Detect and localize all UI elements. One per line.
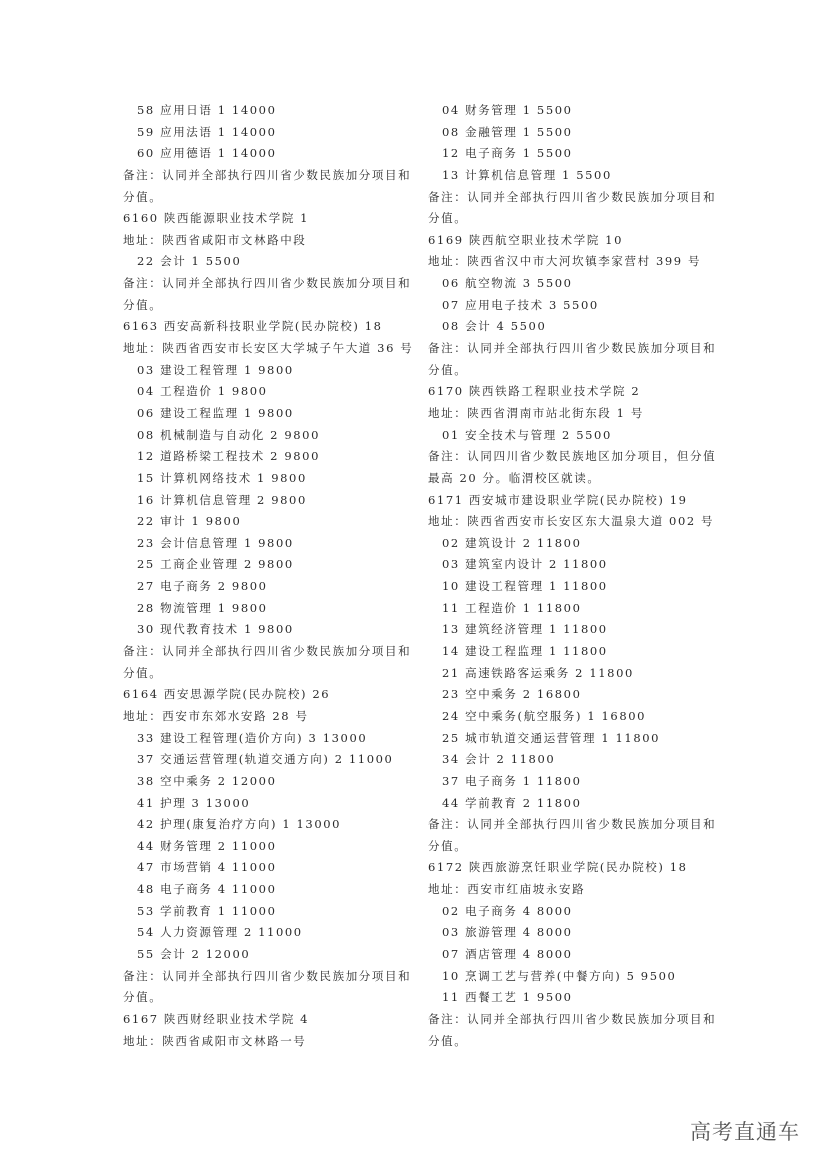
- watermark-logo: 高考直通车: [690, 1120, 800, 1144]
- program-line: 13 计算机信息管理 1 5500: [442, 167, 612, 182]
- program-line: 34 会计 2 11800: [442, 752, 556, 767]
- school-heading: 6172 陕西旅游烹饪职业学院(民办院校) 18: [428, 860, 688, 875]
- text-continuation: 分值。: [428, 362, 468, 377]
- program-line: 03 建筑室内设计 2 11800: [442, 557, 608, 572]
- program-line: 42 护理(康复治疗方向) 1 13000: [137, 817, 342, 832]
- program-line: 60 应用德语 1 14000: [137, 146, 277, 161]
- text-continuation: 分值。: [428, 1033, 468, 1048]
- program-line: 22 会计 1 5500: [137, 254, 242, 269]
- program-line: 25 城市轨道交通运营管理 1 11800: [442, 730, 661, 745]
- program-line: 12 电子商务 1 5500: [442, 146, 573, 161]
- program-line: 10 烹调工艺与营养(中餐方向) 5 9500: [442, 968, 677, 983]
- school-heading: 6169 陕西航空职业技术学院 10: [428, 232, 624, 247]
- text-continuation: 分值。: [123, 189, 163, 204]
- remark-line: 备注：认同并全部执行四川省少数民族加分项目和: [123, 276, 412, 291]
- address-line: 地址：陕西省渭南市站北街东段 1 号: [428, 405, 644, 420]
- address-line: 地址：陕西省咸阳市文林路一号: [123, 1033, 307, 1048]
- remark-line: 备注：认同并全部执行四川省少数民族加分项目和: [428, 817, 717, 832]
- program-line: 48 电子商务 4 11000: [137, 882, 277, 897]
- program-line: 02 建筑设计 2 11800: [442, 535, 582, 550]
- program-line: 54 人力资源管理 2 11000: [137, 925, 303, 940]
- program-line: 10 建设工程管理 1 11800: [442, 579, 608, 594]
- remark-line: 备注：认同并全部执行四川省少数民族加分项目和: [123, 644, 412, 659]
- program-line: 08 会计 4 5500: [442, 319, 547, 334]
- program-line: 11 西餐工艺 1 9500: [442, 990, 573, 1005]
- program-line: 44 财务管理 2 11000: [137, 838, 277, 853]
- program-line: 13 建筑经济管理 1 11800: [442, 622, 608, 637]
- text-continuation: 最高 20 分。临渭校区就读。: [428, 470, 601, 485]
- program-line: 37 电子商务 1 11800: [442, 773, 582, 788]
- program-line: 04 工程造价 1 9800: [137, 384, 268, 399]
- program-line: 14 建设工程监理 1 11800: [442, 644, 608, 659]
- program-line: 37 交通运营管理(轨道交通方向) 2 11000: [137, 752, 394, 767]
- program-line: 03 建设工程管理 1 9800: [137, 362, 294, 377]
- address-line: 地址：西安市红庙坡永安路: [428, 882, 586, 897]
- address-line: 地址：西安市东郊水安路 28 号: [123, 708, 309, 723]
- program-line: 23 会计信息管理 1 9800: [137, 535, 294, 550]
- program-line: 47 市场营销 4 11000: [137, 860, 277, 875]
- program-line: 53 学前教育 1 11000: [137, 903, 277, 918]
- text-continuation: 分值。: [123, 990, 163, 1005]
- program-line: 23 空中乘务 2 16800: [442, 687, 582, 702]
- program-line: 02 电子商务 4 8000: [442, 903, 573, 918]
- remark-line: 备注：认同并全部执行四川省少数民族加分项目和: [428, 341, 717, 356]
- program-line: 01 安全技术与管理 2 5500: [442, 427, 612, 442]
- program-line: 41 护理 3 13000: [137, 795, 251, 810]
- school-heading: 6164 西安思源学院(民办院校) 26: [123, 687, 331, 702]
- program-line: 22 审计 1 9800: [137, 514, 242, 529]
- program-line: 11 工程造价 1 11800: [442, 600, 582, 615]
- program-line: 15 计算机网络技术 1 9800: [137, 470, 307, 485]
- text-continuation: 分值。: [428, 838, 468, 853]
- text-continuation: 分值。: [428, 211, 468, 226]
- school-heading: 6171 西安城市建设职业学院(民办院校) 19: [428, 492, 688, 507]
- program-line: 03 旅游管理 4 8000: [442, 925, 573, 940]
- address-line: 地址：陕西省咸阳市文林路中段: [123, 232, 307, 247]
- program-line: 07 应用电子技术 3 5500: [442, 297, 599, 312]
- program-line: 06 航空物流 3 5500: [442, 276, 573, 291]
- program-line: 08 金融管理 1 5500: [442, 124, 573, 139]
- program-line: 06 建设工程监理 1 9800: [137, 405, 294, 420]
- program-line: 12 道路桥梁工程技术 2 9800: [137, 449, 320, 464]
- program-line: 28 物流管理 1 9800: [137, 600, 268, 615]
- program-line: 59 应用法语 1 14000: [137, 124, 277, 139]
- program-line: 07 酒店管理 4 8000: [442, 946, 573, 961]
- program-line: 55 会计 2 12000: [137, 946, 251, 961]
- program-line: 38 空中乘务 2 12000: [137, 773, 277, 788]
- program-line: 27 电子商务 2 9800: [137, 579, 268, 594]
- text-continuation: 分值。: [123, 297, 163, 312]
- address-line: 地址：陕西省汉中市大河坎镇李家营村 399 号: [428, 254, 702, 269]
- school-heading: 6170 陕西铁路工程职业技术学院 2: [428, 384, 641, 399]
- program-line: 58 应用日语 1 14000: [137, 103, 277, 117]
- address-line: 地址：陕西省西安市长安区东大温泉大道 002 号: [428, 514, 715, 529]
- program-line: 16 计算机信息管理 2 9800: [137, 492, 307, 507]
- program-line: 25 工商企业管理 2 9800: [137, 557, 294, 572]
- right-column: [428, 100, 728, 1052]
- school-heading: 6167 陕西财经职业技术学院 4: [123, 1011, 310, 1026]
- program-line: 30 现代教育技术 1 9800: [137, 622, 294, 637]
- left-column: [123, 100, 423, 1052]
- remark-line: 备注：认同并全部执行四川省少数民族加分项目和: [428, 1011, 717, 1026]
- program-line: 08 机械制造与自动化 2 9800: [137, 427, 320, 442]
- program-line: 21 高速铁路客运乘务 2 11800: [442, 665, 634, 680]
- program-line: 44 学前教育 2 11800: [442, 795, 582, 810]
- program-line: 33 建设工程管理(造价方向) 3 13000: [137, 730, 368, 745]
- school-heading: 6163 西安高新科技职业学院(民办院校) 18: [123, 319, 383, 334]
- remark-line: 备注：认同并全部执行四川省少数民族加分项目和: [123, 167, 412, 182]
- program-line: 04 财务管理 1 5500: [442, 103, 573, 117]
- text-continuation: 分值。: [123, 665, 163, 680]
- school-heading: 6160 陕西能源职业技术学院 1: [123, 211, 310, 226]
- program-line: 24 空中乘务(航空服务) 1 16800: [442, 708, 647, 723]
- remark-line: 备注：认同并全部执行四川省少数民族加分项目和: [428, 189, 717, 204]
- remark-line: 备注：认同四川省少数民族地区加分项目，但分值: [428, 449, 717, 464]
- remark-line: 备注：认同并全部执行四川省少数民族加分项目和: [123, 968, 412, 983]
- address-line: 地址：陕西省西安市长安区大学城子午大道 36 号: [123, 341, 414, 356]
